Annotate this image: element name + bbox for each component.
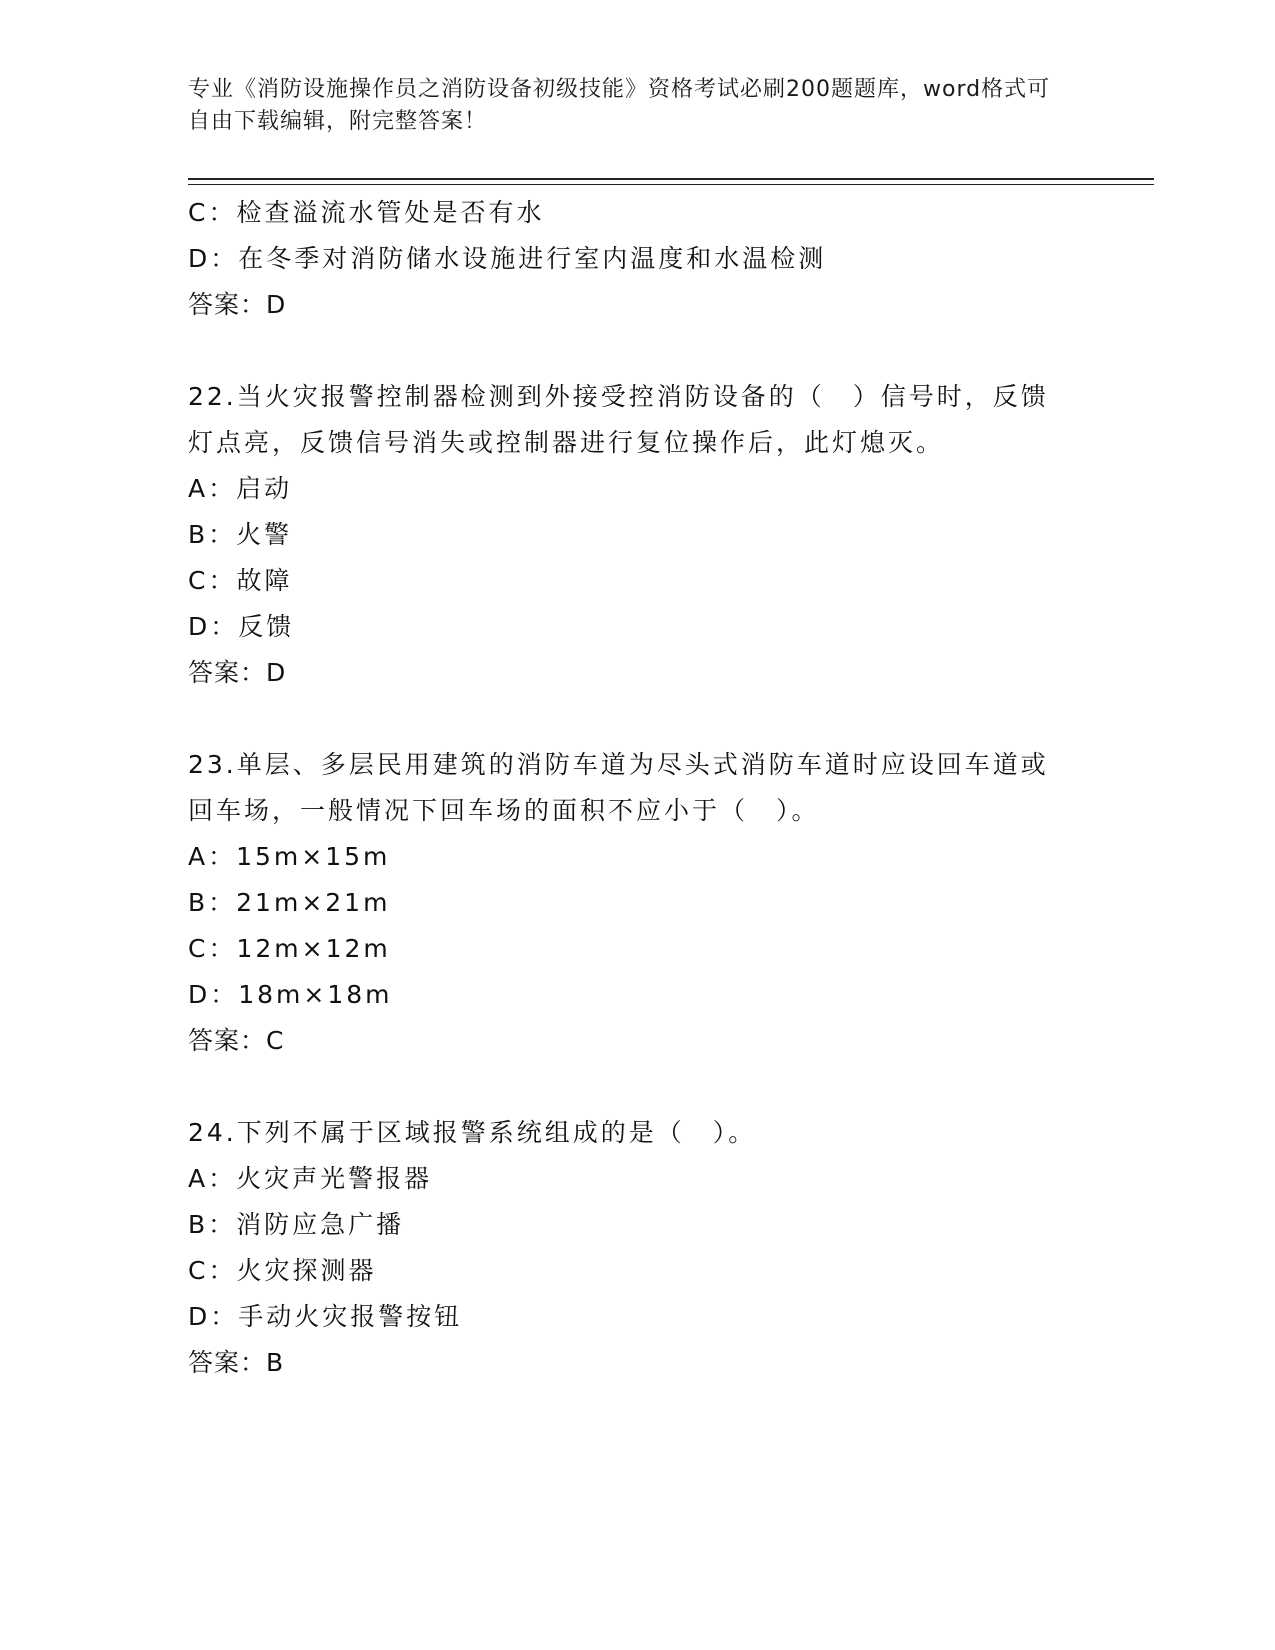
question-stem: 23.单层、多层民用建筑的消防车道为尽头式消防车道时应设回车道或 [188, 750, 1049, 779]
previous-question-tail [188, 190, 1088, 328]
question-stem: 22.当火灾报警控制器检测到外接受控消防设备的（ ）信号时，反馈 [188, 382, 1049, 411]
option-d: D：在冬季对消防储水设施进行室内温度和水温检测 [188, 244, 827, 273]
spacer [188, 1064, 1088, 1110]
option-a: A：15m×15m [188, 842, 391, 871]
header-divider-thick [188, 178, 1154, 180]
document-header: 专业《消防设施操作员之消防设备初级技能》资格考试必刷200题题库，word格式可自由下载编辑，附完整答案！ [188, 77, 1051, 134]
answer-line: 答案：D [188, 658, 287, 687]
question-stem: 24.下列不属于区域报警系统组成的是（ ）。 [188, 1118, 757, 1147]
option-d: D：手动火灾报警按钮 [188, 1302, 463, 1331]
answer-line: 答案：B [188, 1348, 285, 1377]
spacer [188, 696, 1088, 742]
question-23 [188, 742, 1088, 1064]
option-a: A：启动 [188, 474, 293, 503]
option-c: C：检查溢流水管处是否有水 [188, 198, 545, 227]
option-d: D：18m×18m [188, 980, 393, 1009]
question-24 [188, 1110, 1088, 1386]
document-body [188, 190, 1088, 1386]
spacer [188, 328, 1088, 374]
answer-line: 答案：C [188, 1026, 285, 1055]
question-stem: 回车场，一般情况下回车场的面积不应小于（ ）。 [188, 796, 820, 825]
header-divider-thin [188, 184, 1154, 185]
question-22 [188, 374, 1088, 696]
option-c: C：12m×12m [188, 934, 391, 963]
option-c: C：火灾探测器 [188, 1256, 377, 1285]
option-d: D：反馈 [188, 612, 295, 641]
option-a: A：火灾声光警报器 [188, 1164, 433, 1193]
answer-line: 答案：D [188, 290, 287, 319]
option-b: B：21m×21m [188, 888, 391, 917]
option-c: C：故障 [188, 566, 293, 595]
option-b: B：火警 [188, 520, 293, 549]
question-stem: 灯点亮，反馈信号消失或控制器进行复位操作后，此灯熄灭。 [188, 428, 945, 457]
option-b: B：消防应急广播 [188, 1210, 405, 1239]
